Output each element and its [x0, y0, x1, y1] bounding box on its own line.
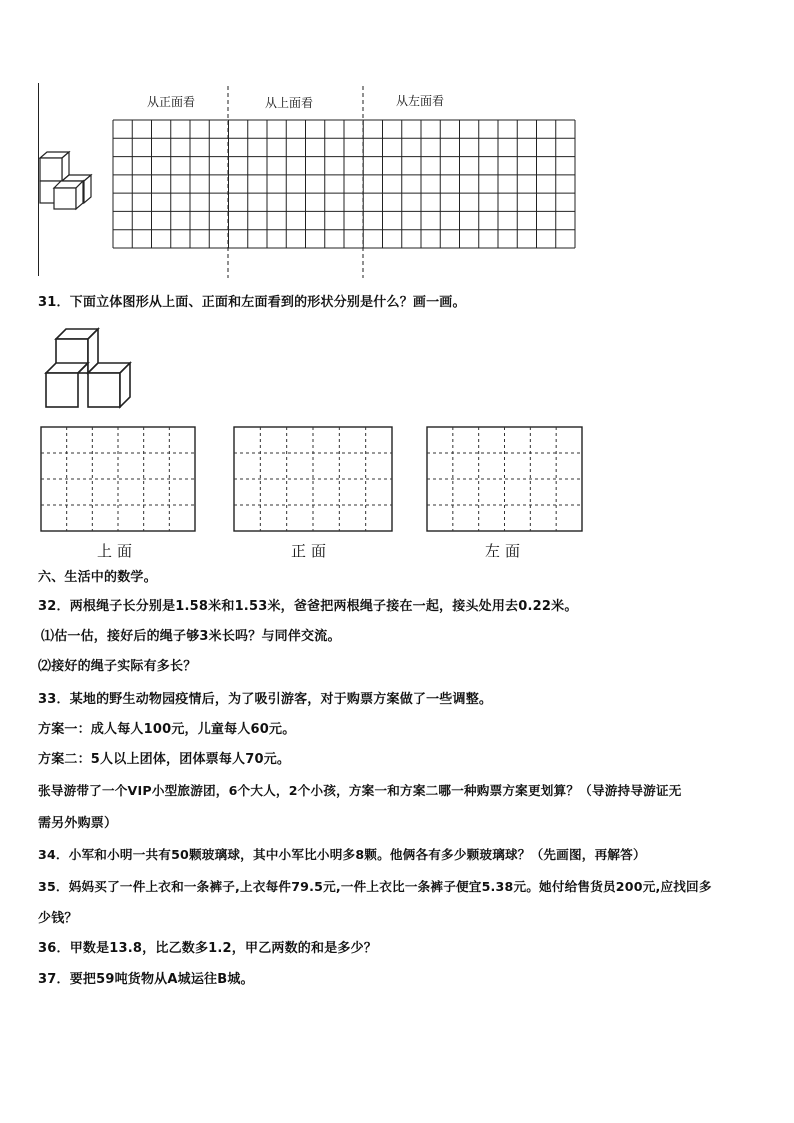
q35-line1: 35．妈妈买了一件上衣和一条裤子,上衣每件79.5元,一件上衣比一条裤子便宜5.38元。她付给售货员200元,应找回多 — [38, 879, 712, 894]
q33-question-line1: 张导游带了一个VIP小型旅游团，6个大人，2个小孩，方案一和方案二哪一种购票方案更划算？（导游持导游证无 — [38, 783, 682, 798]
cube-cluster-icon — [36, 150, 98, 212]
q33-plan2: 方案二：5人以上团体，团体票每人70元。 — [38, 752, 291, 767]
caption-left-view: 左面 — [485, 542, 526, 560]
view-label-front: 从正面看 — [147, 95, 196, 109]
q33-question-line2: 需另外购票） — [38, 816, 118, 831]
three-cube-l-shape-icon — [40, 325, 140, 415]
q32-sub1: ⑴估一估，接好后的绳子够3米长吗？与同伴交流。 — [41, 629, 341, 644]
q33-plan1: 方案一：成人每人100元，儿童每人60元。 — [38, 722, 296, 737]
view-label-top: 从上面看 — [265, 96, 314, 110]
section-heading: 六、生活中的数学。 — [38, 570, 157, 585]
drawing-grid-q30[interactable] — [112, 119, 576, 249]
drawing-box-front-view[interactable] — [233, 426, 393, 532]
caption-front-view: 正面 — [291, 542, 332, 560]
q32-sub2: ⑵接好的绳子实际有多长？ — [38, 659, 197, 674]
q33-question: 33．某地的野生动物园疫情后，为了吸引游客，对于购票方案做了一些调整。 — [38, 692, 493, 707]
q37-question: 37．要把59吨货物从A城运往B城。 — [38, 972, 254, 987]
q35-line2: 少钱？ — [38, 911, 78, 926]
caption-top-view: 上面 — [97, 542, 138, 560]
drawing-box-top-view[interactable] — [40, 426, 196, 532]
q30-figure — [0, 0, 794, 290]
q36-question: 36．甲数是13.8，比乙数多1.2，甲乙两数的和是多少？ — [38, 941, 377, 956]
view-label-left: 从左面看 — [396, 94, 445, 108]
q34-question: 34．小军和小明一共有50颗玻璃球，其中小军比小明多8颗。他俩各有多少颗玻璃球？（先画图，再解答） — [38, 847, 646, 862]
drawing-box-left-view[interactable] — [426, 426, 583, 532]
q31-question: 31．下面立体图形从上面、正面和左面看到的形状分别是什么？画一画。 — [38, 295, 466, 310]
q32-question: 32．两根绳子长分别是1.58米和1.53米，爸爸把两根绳子接在一起，接头处用去0.22米。 — [38, 599, 578, 614]
